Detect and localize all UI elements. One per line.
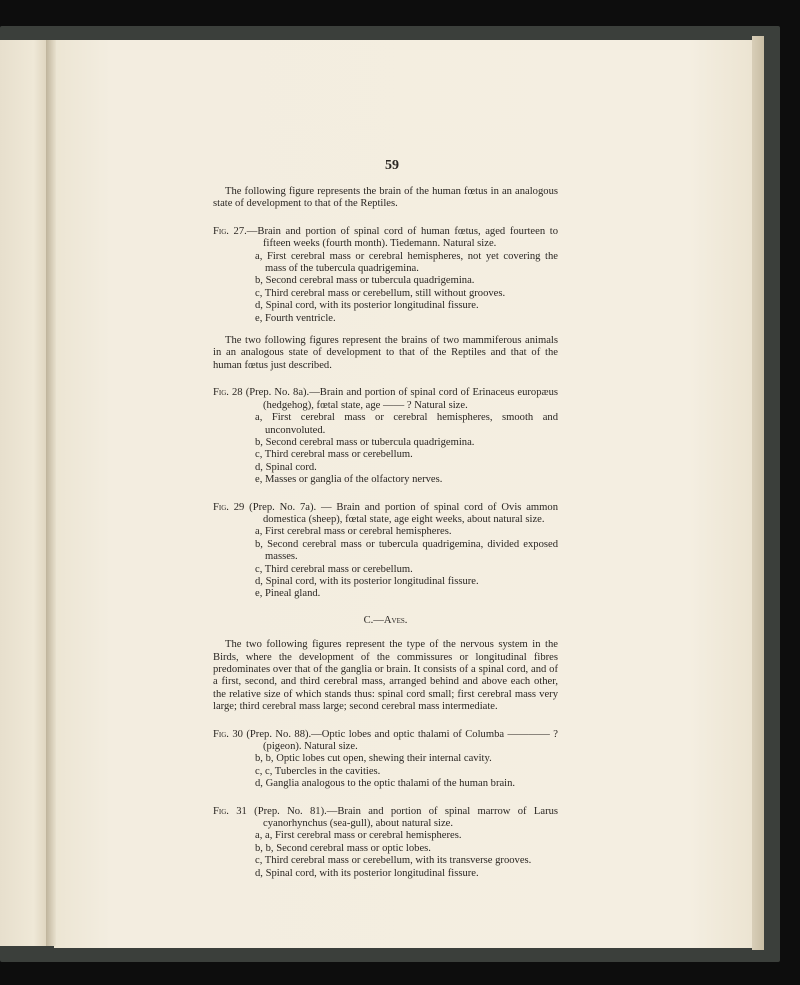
figure-28-items	[213, 412, 558, 486]
figure-27-items	[213, 251, 558, 325]
figure-29-caption	[213, 502, 558, 527]
figure-29-item: a, First cerebral mass or cerebral hemispheres.	[255, 526, 452, 538]
figure-27-item: e, Fourth ventricle.	[255, 312, 336, 324]
figure-28-text: (Prep. No. 8a).—Brain and portion of spinal cord of Erinaceus europæus (hedgehog), fœtal state, age —— ? Natural size.	[245, 387, 558, 411]
page-number: 59	[385, 158, 399, 173]
figure-28-item: b, Second cerebral mass or tubercula quadrigemina.	[255, 436, 475, 448]
figure-27-item: c, Third cerebral mass or cerebellum, still without grooves.	[255, 287, 506, 299]
figure-31-item: d, Spinal cord, with its posterior longitudinal fissure.	[255, 867, 479, 879]
figure-31-text: (Prep. No. 81).—Brain and portion of spinal marrow of Larus cyanorhynchus (sea-gull), about natural size.	[254, 805, 559, 830]
left-page-edge	[0, 40, 48, 946]
figure-28-item: e, Masses or ganglia of the olfactory nerves.	[255, 474, 443, 486]
page-gutter	[46, 40, 56, 946]
figure-30-label: Fig. 30	[213, 728, 243, 740]
figure-31-caption	[213, 806, 558, 831]
figure-27-label: Fig. 27.	[213, 225, 247, 237]
figure-29-item: e, Pineal gland.	[255, 588, 321, 600]
figure-31-items	[213, 830, 558, 880]
figure-31-item: c, Third cerebral mass or cerebellum, with its transverse grooves.	[255, 855, 532, 867]
section-heading: C.—Aves.	[363, 614, 408, 626]
figure-27-text: —Brain and portion of spinal cord of human fœtus, aged fourteen to fifteen weeks (fourth month). Tiedemann. Natural size.	[246, 225, 558, 250]
figure-28-item: c, Third cerebral mass or cerebellum.	[255, 449, 413, 461]
figure-28-label: Fig. 28	[213, 387, 243, 399]
figure-27-item: d, Spinal cord, with its posterior longitudinal fissure.	[255, 300, 479, 312]
figure-29-item: b, Second cerebral mass or tubercula quadrigemina, divided exposed masses.	[255, 538, 558, 563]
figure-27-caption	[213, 226, 558, 251]
figure-29-text: (Prep. No. 7a). — Brain and portion of spinal cord of Ovis ammon domestica (sheep), fœtal state, age eight weeks, about natural size.	[249, 501, 558, 525]
figure-30-caption	[213, 729, 558, 754]
figure-30-item: b, b, Optic lobes cut open, shewing their internal cavity.	[255, 753, 492, 765]
figure-28-item: d, Spinal cord.	[255, 461, 317, 473]
figure-30-item: c, c, Tubercles in the cavities.	[255, 765, 381, 777]
figure-28-item: a, First cerebral mass or cerebral hemispheres, smooth and unconvoluted.	[255, 412, 558, 436]
figure-29-items	[213, 526, 558, 600]
figure-29-item: d, Spinal cord, with its posterior longitudinal fissure.	[255, 575, 479, 587]
figure-31-item: b, b, Second cerebral mass or optic lobes.	[255, 842, 431, 854]
figure-29-label: Fig. 29	[213, 501, 245, 513]
figure-31-label: Fig. 31	[213, 805, 247, 817]
intro-birds: The two following figures represent the type of the nervous system in the Birds, where the development of the commissures or longitudinal fibres predominates over that of the ganglia or brain. It consists of a spinal cord, and of a first, second, and third cerebral mass, arranged behind and above each other, the relative size of which stands thus: spinal cord small; first cerebral mass very large; third cerebral mass large; second cerebral mass intermediate.	[213, 639, 558, 713]
page-body	[213, 186, 558, 880]
figure-27-item: a, First cerebral mass or cerebral hemispheres, not yet covering the mass of the tubercula quadrigemina.	[255, 250, 558, 275]
figure-27-item: b, Second cerebral mass or tubercula quadrigemina.	[255, 275, 475, 287]
page-stack-edge	[752, 36, 764, 950]
intro-reptiles: The following figure represents the brain of the human fœtus in an analogous state of development to that of the Reptiles.	[213, 186, 558, 210]
figure-29-item: c, Third cerebral mass or cerebellum.	[255, 563, 413, 575]
figure-30-item: d, Ganglia analogous to the optic thalami of the human brain.	[255, 778, 516, 790]
figure-31-item: a, a, First cerebral mass or cerebral hemispheres.	[255, 830, 462, 842]
figure-30-text: (Prep. No. 88).—Optic lobes and optic thalami of Columba ———— ? (pigeon). Natural size.	[246, 728, 558, 753]
figure-30-items	[213, 753, 558, 790]
intro-mammiferous: The two following figures represent the brains of two mammiferous animals in an analogous state of development to that of the Reptiles and that of the human fœtus just described.	[213, 335, 558, 371]
figure-28-caption	[213, 387, 558, 412]
